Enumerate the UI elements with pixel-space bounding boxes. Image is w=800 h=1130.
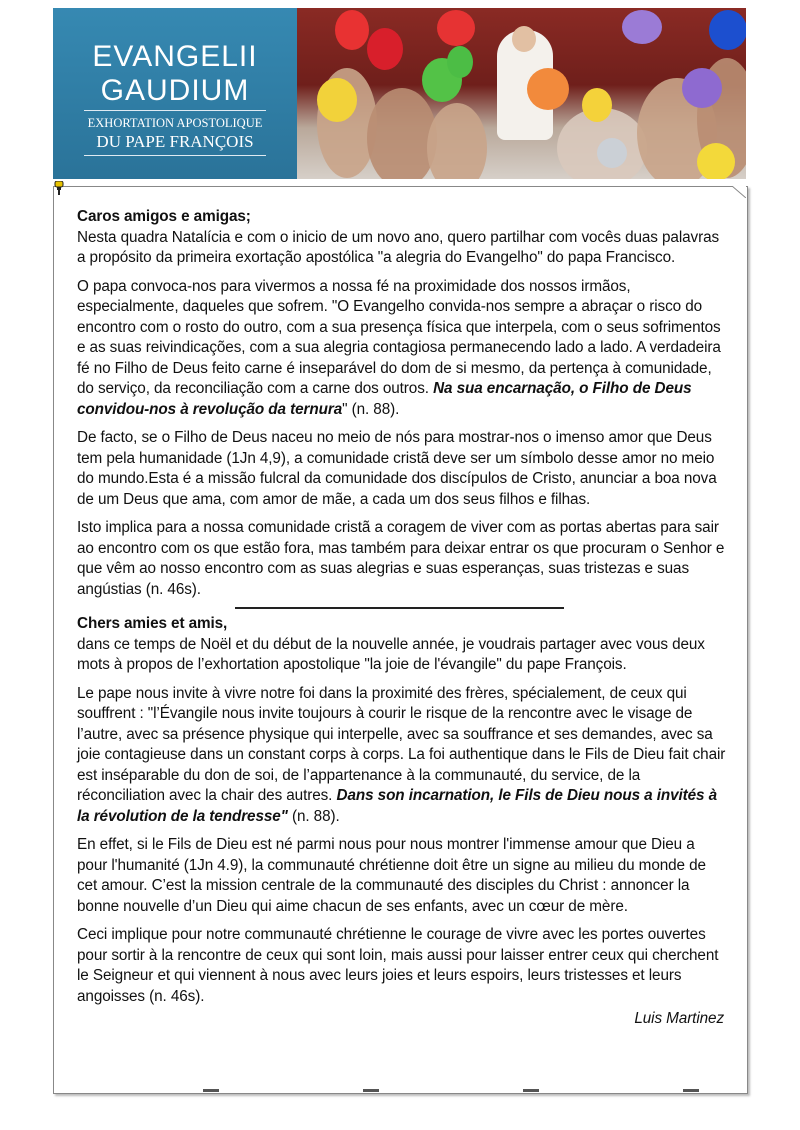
footer-tick	[203, 1089, 219, 1092]
pt-paragraph-1: Nesta quadra Natalícia e com o inicio de um novo ano, quero partilhar com vocês duas palavras a propósito da primeira exortação apostólica "a alegria do Evangelho" do papa Francisco.	[77, 228, 720, 266]
title-panel	[53, 8, 297, 179]
letter-body	[77, 207, 727, 1030]
pt-paragraph-4: Isto implica para a nossa comunidade cristã a coragem de viver com as portas abertas para sair ao encontro com os que estão fora, mas também para deixar entrar os que procuram o Senhor e que vêm ao nosso encontro com as suas alegrias e suas esperanças, suas tristezas e suas angústias (n. 46s).	[77, 519, 725, 598]
banner-rule-top	[84, 110, 266, 111]
fr-quote-emphasis: Dans son incarnation, le Fils de Dieu nous a invités à la révolution de la tendresse"	[77, 787, 718, 825]
banner-title-line1: EVANGELII	[92, 40, 258, 73]
banner-rule-bottom	[84, 155, 266, 156]
fr-paragraph-2-text: Le pape nous invite à vivre notre foi dans la proximité des frères, spécialement, de ceux qui souffrent : "l’Évangile nous invite toujours à courir le risque de la rencontre avec le visage de l’autre, avec sa présence physique qui interpelle, avec sa souffrance et ses demandes, avec sa joie contagieuse dans un constant corps à corps. La foi authentique dans le Fils de Dieu fait chair est inséparable du don de soi, de l’appartenance à la communauté, du service, de la réconciliation avec la chair des autres.	[77, 684, 726, 804]
page-corner-fold-icon	[732, 186, 746, 198]
banner-subtitle-line1: EXHORTATION APOSTOLIQUE	[87, 116, 263, 130]
language-divider	[235, 607, 564, 609]
footer-tick	[363, 1089, 379, 1092]
pt-greeting: Caros amigos e amigas;	[77, 208, 251, 225]
fr-paragraph-2	[77, 684, 727, 828]
signature: Luis Martinez	[634, 1010, 724, 1027]
header-banner	[53, 8, 746, 179]
balloon-icon	[335, 10, 369, 50]
banner-subtitle-line2: DU PAPE FRANÇOIS	[96, 132, 254, 151]
pt-paragraph-3: De facto, se o Filho de Deus naceu no meio de nós para mostrar-nos o imenso amor que Deus tem pela humanidade (1Jn 4,9), a comunidade cristã deve ser um símbolo desse amor no meio do mundo.Esta é a missão fulcral da comunidade dos discípulos de Cristo, anunciar a boa nova de um Deus que ama, com amor de mãe, a cada um dos seus filhos e filhas.	[77, 429, 717, 508]
pt-paragraph-2-text: O papa convoca-nos para vivermos a nossa fé na proximidade dos nossos irmãos, especialmente, daqueles que sofrem. "O Evangelho convida-nos sempre a abraçar o risco do encontro com o rosto do outro, com a sua presença física que interpela, com o seus sofrimentos e as suas reivindicações, com a sua alegria contagiosa permanecendo lado a lado. A verdadeira fé no Filho de Deus feito carne é inseparável do dom de si mesmo, da pertença à comunidade, do serviço, da reconciliação com a carne dos outros.	[77, 277, 721, 397]
pope-crowd-photo	[297, 8, 746, 179]
fr-paragraph-3: En effet, si le Fils de Dieu est né parmi nous pour nous montrer l'immense amour que Dieu a pour l'humanité (1Jn 4.9), la communauté chrétienne doit être un signe au milieu du monde de cet amour. C’est la mission centrale de la communauté des disciples du Christ : annoncer la bonne nouvelle d’un Dieu qui aime chacun de ses enfants, avec un cœur de mère.	[77, 836, 706, 915]
fr-paragraph-1: dans ce temps de Noël et du début de la nouvelle année, je voudrais partager avec vous deux mots à propos de l’exhortation apostolique "la joie de l'évangile" du pape François.	[77, 635, 705, 673]
pt-quote-emphasis: Na sua encarnação, o Filho de Deus convidou-nos à revolução da ternura	[77, 380, 692, 418]
pushpin-icon	[53, 181, 65, 195]
pt-paragraph-2	[77, 277, 727, 421]
banner-title-line2: GAUDIUM	[100, 74, 250, 107]
fr-paragraph-4: Ceci implique pour notre communauté chrétienne le courage de vivre avec les portes ouvertes pour sortir à la rencontre de ceux qui sont loin, mais aussi pour laisser entrer ceux qui cherchent le Seigneur et qui viennent à nous avec leurs joies et leurs espoirs, leurs tristesses et leurs angoisses (n. 46s).	[77, 926, 719, 1005]
footer-tick	[683, 1089, 699, 1092]
footer-tick	[523, 1089, 539, 1092]
pt-paragraph-2-ref: " (n. 88).	[342, 400, 400, 418]
fr-greeting: Chers amies et amis,	[77, 615, 228, 632]
fr-paragraph-2-ref: (n. 88).	[287, 807, 340, 825]
